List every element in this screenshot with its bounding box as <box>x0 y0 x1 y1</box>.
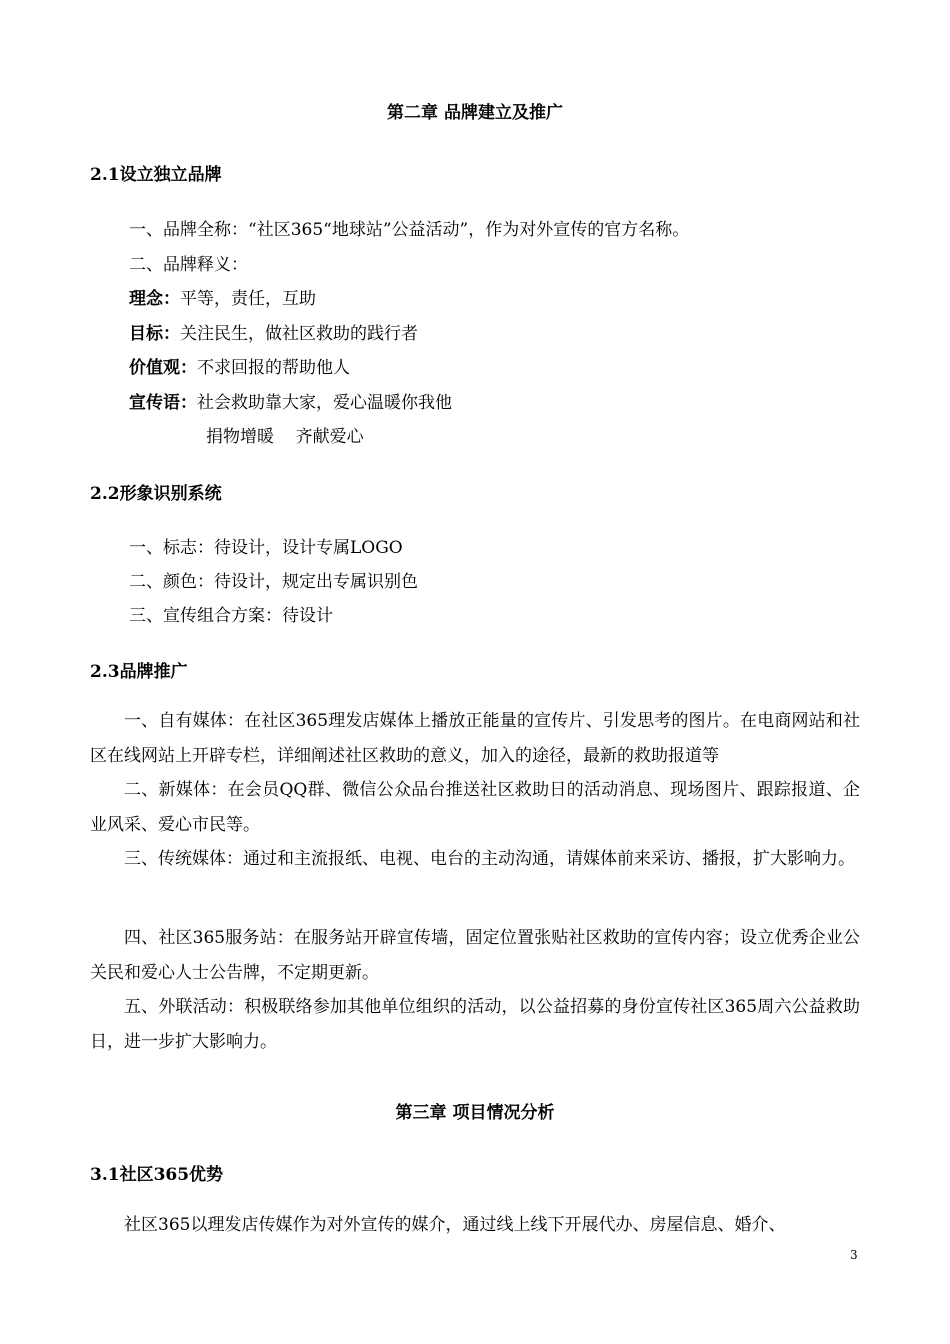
chapter-3-title: 第三章 项目情况分析 <box>395 1103 555 1123</box>
identity-item-color: 二、颜色：待设计，规定出专属识别色 <box>129 572 418 592</box>
slogan-row <box>129 388 452 413</box>
goal-row <box>129 319 418 344</box>
concept-row <box>129 284 316 309</box>
section-3-1-heading: 3.1社区365优势 <box>90 1165 224 1185</box>
goal-label: 目标： <box>129 324 180 344</box>
brand-meaning-heading: 二、品牌释义： <box>129 255 248 275</box>
promotion-outreach: 五、外联活动：积极联络参加其他单位组织的活动，以公益招募的身份宣传社区365周六公益救助日，进一步扩大影响力。 <box>90 997 860 1052</box>
brand-full-name: 一、品牌全称：“社区365“地球站”公益活动”，作为对外宣传的官方名称。 <box>129 220 690 240</box>
promotion-new-media: 二、新媒体：在会员QQ群、微信公众品台推送社区救助日的活动消息、现场图片、跟踪报道、企业风采、爱心市民等。 <box>90 780 860 835</box>
concept-label: 理念： <box>129 289 180 309</box>
section-2-3-heading: 2.3品牌推广 <box>90 662 188 682</box>
advantage-paragraph: 社区365以理发店传媒作为对外宣传的媒介，通过线上线下开展代办、房屋信息、婚介、 <box>124 1215 786 1235</box>
slogan-label: 宣传语： <box>129 393 197 413</box>
goal-text: 关注民生，做社区救助的践行者 <box>180 324 418 344</box>
promotion-service-station: 四、社区365服务站：在服务站开辟宣传墙，固定位置张贴社区救助的宣传内容；设立优秀企业公关民和爱心人士公告牌，不定期更新。 <box>90 928 860 983</box>
chapter-2-title: 第二章 品牌建立及推广 <box>387 103 563 123</box>
section-2-1-heading: 2.1设立独立品牌 <box>90 165 222 185</box>
slogan-text-1: 社会救助靠大家，爱心温暖你我他 <box>197 393 452 413</box>
value-label: 价值观： <box>129 358 197 378</box>
value-text: 不求回报的帮助他人 <box>197 358 350 378</box>
promotion-traditional-media: 三、传统媒体：通过和主流报纸、电视、电台的主动沟通，请媒体前来采访、播报，扩大影响力。 <box>124 849 855 869</box>
concept-text: 平等，责任，互助 <box>180 289 316 309</box>
identity-item-scheme: 三、宣传组合方案：待设计 <box>129 606 333 626</box>
promotion-own-media: 一、自有媒体：在社区365理发店媒体上播放正能量的宣传片、引发思考的图片。在电商网站和社区在线网站上开辟专栏，详细阐述社区救助的意义，加入的途径，最新的救助报道等 <box>90 711 860 766</box>
page-number: 3 <box>850 1248 858 1262</box>
value-row <box>129 353 350 378</box>
section-2-2-heading: 2.2形象识别系统 <box>90 484 222 504</box>
identity-item-logo: 一、标志：待设计，设计专属LOGO <box>129 538 403 558</box>
slogan-text-2: 捐物增暖 齐献爱心 <box>206 427 364 447</box>
